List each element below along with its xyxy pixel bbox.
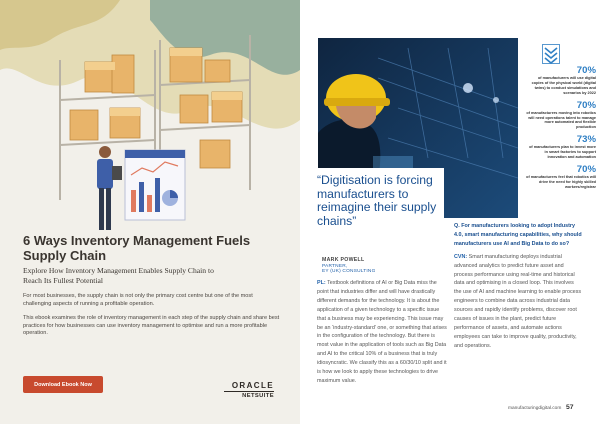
article-page [300,0,600,424]
stat-text: of manufacturers moving into robotics will need operations talent to manage more automated and flexible production [526,110,596,130]
chevron-stack-icon [542,44,560,64]
footer-url[interactable]: manufacturingdigital.com [508,406,562,411]
page-number: 57 [566,404,574,411]
ad-paragraph: For most businesses, the supply chain is not only the primary cost centre but one of the most challenging aspects of running a profitable operation. [23,293,253,307]
stat-item [526,101,596,131]
stat-value: 73% [576,134,596,146]
ad-paragraph: This ebook examines the role of inventory management in each step of the supply chain and share best practices for how businesses can use inventory management to optimise and run a more profitable operation. [23,315,280,337]
stat-value: 70% [576,65,596,76]
ad-headline: 6 Ways Inventory Management Fuels Supply Chain [23,233,251,263]
warehouse-illustration [0,0,300,240]
interview-question: Q. For manufacturers looking to adopt Industry 4.0, smart manufacturing capabilities, why should manufacturers use AI and Big Data to do so? [454,223,582,247]
stat-item [526,135,596,160]
stat-text: of manufacturers will use digital copies of the physical world (digital twins) to conduct simulations and scenarios by 2022 [531,76,596,95]
stat-text: of manufacturers feel that robotics will drive the need for highly skilled workers/registrar [526,174,596,189]
stat-item [526,165,596,190]
ad-subheadline: Explore How Inventory Management Enables Supply Chain to Reach Its Fullest Potential [23,266,214,285]
download-ebook-button[interactable]: Download Ebook Now [23,376,103,393]
byline-name: MARK POWELL [322,257,365,263]
speaker-label: PL: [317,280,326,286]
article-body-text: Textbook definitions of AI or Big Data miss the point that industries differ and will have drastically different demands for the technology. It is about the application of a given technology to a specific issue that a business may be experiencing. This issue may be an ‘industry-standard’ one, or something that arises in the configuration of the technology. But there is most value in the application of tools such as Big Data and AI to the critical 10% of a business that is truly idiosyncratic. We classify this as a 60/30/10 split and it is how we look to apply these technologies to drive maximum value. [317,280,447,384]
oracle-netsuite-logo: ORACLE NETSUITE [231,381,274,399]
article-column-left [317,279,447,386]
speaker-label: CVN: [454,253,468,260]
stat-text: of manufacturers plan to invest more in smart factories to support innovation and automation [529,145,596,160]
stat-value: 70% [576,99,596,111]
byline-role: PARTNER, EY (UK) CONSULTING [322,264,376,274]
stat-item [526,66,596,96]
statistics-sidebar [526,66,596,195]
pull-quote: “Digitisation is forcing manufacturers to reimagine their supply chains” [317,173,437,228]
article-body-text: Smart manufacturing deploys industrial advanced analytics to predict future asset and process performance using real-time and historical data and optimising in a closed loop. This involves the use of AI and machine learning to enable process engineers to combine data across industrial data sources and rapidly identify problems, discover root causes of issues in the plant, predict future performance of assets, and automate actions employees can take to improve quality, productivity, and operations. [454,253,582,349]
stat-value: 70% [576,163,596,175]
article-column-right [454,222,582,351]
